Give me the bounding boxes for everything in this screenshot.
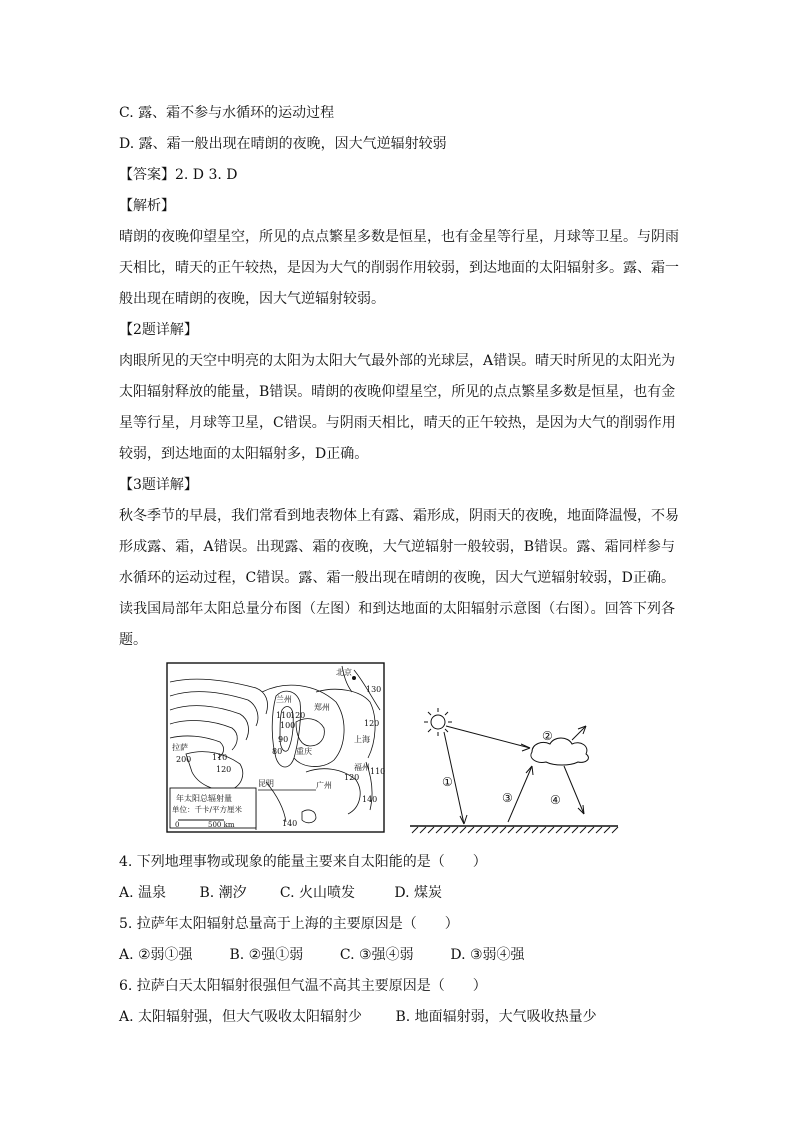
question-4-options [119, 884, 442, 902]
q2-detail-heading: 【2题详解】 [119, 322, 198, 338]
question-4: 4. 下列地理事物或现象的能量主要来自太阳能的是（ ） [119, 854, 487, 870]
isoline-110c: 110 [370, 767, 386, 776]
analysis-heading: 【解析】 [119, 198, 175, 214]
isoline-90: 90 [278, 735, 289, 744]
city-kunming: 昆明 [258, 779, 274, 788]
option-d: D. 露、霜一般出现在晴朗的夜晚，因大气逆辐射较弱 [119, 136, 447, 152]
isoline-80: 80 [272, 747, 283, 756]
q2-detail-line-1: 肉眼所见的天空中明亮的太阳为太阳大气最外部的光球层，A错误。晴天时所见的太阳光为 [119, 353, 676, 369]
label-2: ② [542, 729, 553, 743]
q2-detail-line-3: 星等行星，月球等卫星，C错误。与阴雨天相比，晴天的正午较热，是因为大气的削弱作用 [119, 415, 676, 431]
isoline-110a: 110 [276, 711, 292, 720]
city-lasa: 拉萨 [172, 743, 188, 752]
question-5: 5. 拉萨年太阳辐射总量高于上海的主要原因是（ ） [119, 916, 459, 932]
solar-map [167, 663, 385, 832]
isoline-100: 100 [280, 721, 296, 730]
figure-pair [166, 662, 626, 840]
isoline-120a: 120 [290, 711, 306, 720]
city-beijing: 北京 [336, 668, 352, 677]
q5-option-a[interactable]: A. ②弱①强 [119, 947, 193, 963]
analysis-line-2: 天相比，晴天的正午较热，是因为大气的削弱作用较弱，到达地面的太阳辐射多。露、霜一 [119, 260, 679, 276]
scale-zero: 0 [175, 821, 180, 829]
q4-option-a[interactable]: A. 温泉 [119, 885, 167, 901]
city-lanzhou: 兰州 [276, 695, 292, 704]
city-zhengzhou: 郑州 [314, 703, 330, 712]
isoline-140b: 140 [282, 819, 298, 828]
analysis-line-1: 晴朗的夜晚仰望星空，所见的点点繁星多数是恒星，也有金星等行星，月球等卫星。与阴雨 [119, 229, 679, 245]
q6-option-a[interactable]: A. 太阳辐射强，但大气吸收太阳辐射少 [119, 1009, 363, 1025]
q3-detail-heading: 【3题详解】 [119, 477, 198, 493]
isoline-140a: 140 [362, 795, 378, 804]
question-6: 6. 拉萨白天太阳辐射很强但气温不高其主要原因是（ ） [119, 978, 487, 994]
q3-detail-line-2: 形成露、霜，A错误。出现露、霜的夜晚，大气逆辐射一般较弱，B错误。露、霜同样参与 [119, 539, 675, 555]
answer-line: 【答案】2. D 3. D [119, 167, 238, 183]
sun-icon [424, 708, 452, 736]
city-shanghai: 上海 [354, 735, 370, 744]
q5-option-b[interactable]: B. ②强①弱 [229, 947, 304, 963]
intro-line-1: 读我国局部年太阳总量分布图（左图）和到达地面的太阳辐射示意图（右图）。回答下列各 [119, 601, 675, 617]
q4-option-b[interactable]: B. 潮汐 [199, 885, 247, 901]
q3-detail-line-1: 秋冬季节的早晨，我们常看到地表物体上有露、霜形成，阴雨天的夜晚，地面降温慢，不易 [119, 508, 679, 524]
question-5-options [119, 946, 525, 964]
intro-line-2: 题。 [119, 632, 147, 648]
label-4: ④ [550, 793, 561, 807]
radiation-diagram [410, 708, 618, 833]
q4-option-c[interactable]: C. 火山喷发 [279, 885, 356, 901]
isoline-120b: 120 [216, 765, 232, 774]
q3-detail-line-3: 水循环的运动过程，C错误。露、霜一般出现在晴朗的夜晚，因大气逆辐射较弱，D正确。 [119, 570, 675, 586]
q2-detail-line-2: 太阳辐射释放的能量，B错误。晴朗的夜晚仰望星空，所见的点点繁星多数是恒星，也有金 [119, 384, 676, 400]
question-6-options [119, 1008, 597, 1026]
cloud-icon [531, 738, 588, 765]
isoline-130: 130 [366, 685, 382, 694]
city-guangzhou: 广州 [316, 781, 332, 790]
city-fuzhou: 福州 [354, 763, 370, 772]
legend-unit: 单位：千卡/平方厘米 [172, 805, 243, 814]
option-c: C. 露、霜不参与水循环的运动过程 [119, 105, 335, 121]
isoline-120d: 120 [344, 773, 360, 782]
label-1: ① [442, 775, 453, 789]
q6-option-b[interactable]: B. 地面辐射弱，大气吸收热量少 [395, 1009, 597, 1025]
q5-option-d[interactable]: D. ③弱④强 [450, 947, 525, 963]
isoline-110b: 110 [212, 753, 228, 762]
q5-option-c[interactable]: C. ③强④弱 [339, 947, 414, 963]
label-3: ③ [502, 791, 513, 805]
scale-km: 500 km [208, 821, 235, 829]
legend-title: 年太阳总辐射量 [176, 794, 232, 803]
q2-detail-line-4: 较弱，到达地面的太阳辐射多，D正确。 [119, 446, 369, 462]
analysis-line-3: 般出现在晴朗的夜晚，因大气逆辐射较弱。 [119, 291, 385, 307]
q4-option-d[interactable]: D. 煤炭 [394, 885, 442, 901]
city-chongqing: 重庆 [296, 747, 312, 756]
isoline-120c: 120 [364, 719, 380, 728]
isoline-200: 200 [176, 755, 192, 764]
